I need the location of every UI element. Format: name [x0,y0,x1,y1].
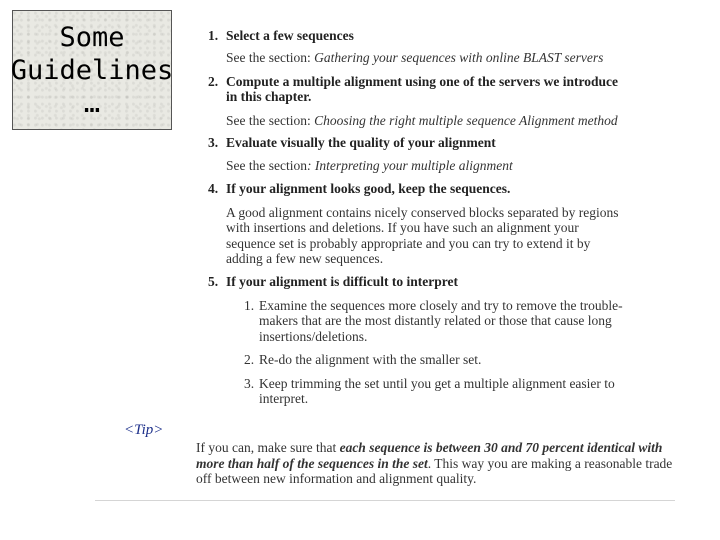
step-body-line: sequence set is probably appropriate and you can try to extend it by [226,235,591,251]
step-body-text: See the section: [226,50,315,65]
step-heading: Evaluate visually the quality of your alignment [226,135,496,150]
step-heading: in this chapter. [226,88,312,104]
substep-line: insertions/deletions. [259,328,368,344]
step-1 [200,28,680,66]
tip-suffix: . This way you are making a reasonable trade off between new information and alignment quality. [196,455,673,486]
step-body-line: A good alignment contains nicely conserved blocks separated by regions [226,204,619,220]
title-line-3: … [83,87,101,119]
substep-line: Examine the sequences more closely and try to remove the trouble- [259,297,623,313]
step-heading: If your alignment looks good, keep the sequences. [226,180,511,196]
step-heading: Select a few sequences [226,28,354,43]
substep-number: 1. [244,297,255,313]
step-5 [200,274,680,407]
title-line-2: Guidelines [10,54,174,86]
step-number: 3. [208,135,219,150]
substep-line: Keep trimming the set until you get a multiple alignment easier to [259,375,615,391]
step-body-text: See the section [226,158,307,173]
section-reference: Choosing the right multiple sequence Alignment method [314,112,618,128]
substep-2 [244,352,680,368]
step-3 [200,135,680,174]
tip-text [196,440,674,487]
tip-prefix: If you can, make sure that [196,440,340,455]
step-number: 1. [208,28,219,43]
step-number: 4. [208,180,219,196]
slide-title-box [12,10,172,130]
step-body-line: adding a few new sequences. [226,251,384,266]
substep-3 [244,376,680,407]
step-body-line: with insertions and deletions. If you have such an alignment your [226,220,579,235]
tip-emphasis: each sequence is between 30 and 70 percent identical with more than half of the sequences in the set [196,440,663,471]
substep-line: interpret. [259,391,309,406]
section-reference: : Interpreting your multiple alignment [306,158,513,173]
substep-line: makers that are the most distantly related or those that cause long [259,313,612,328]
step-heading: If your alignment is difficult to interpret [226,273,458,289]
step-number: 2. [208,73,219,89]
substep-number: 2. [244,352,255,367]
substep-number: 3. [244,375,255,391]
substep-1 [244,298,680,345]
step-number: 5. [208,273,219,289]
guidelines-list [200,28,680,407]
substep-line: Re-do the alignment with the smaller set. [259,352,482,367]
step-body-text: See the section: [226,112,315,128]
step-4 [200,181,680,267]
tip-label: <Tip> [124,422,164,438]
title-line-1: Some [59,21,125,53]
step-2 [200,74,680,129]
step-heading: Compute a multiple alignment using one of the servers we introduce [226,73,618,89]
bottom-divider [95,500,675,501]
section-reference: Gathering your sequences with online BLAST servers [314,50,604,65]
